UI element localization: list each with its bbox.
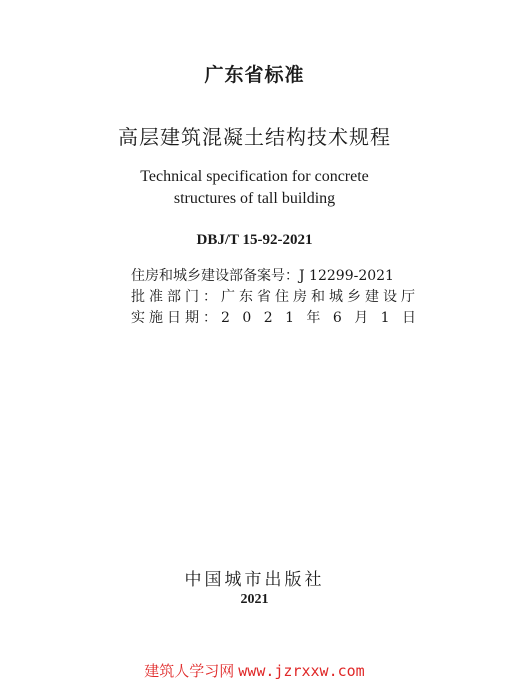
english-title-line-1: Technical specification for concrete bbox=[140, 168, 369, 185]
chinese-title: 高层建筑混凝土结构技术规程 bbox=[118, 125, 391, 149]
approval-department-line: 批准部门：广东省住房和城乡建设厅 bbox=[131, 289, 419, 305]
watermark-site-url: www.jzrxxw.com bbox=[238, 662, 365, 680]
standard-metadata bbox=[131, 266, 420, 329]
standard-code: DBJ/T 15-92-2021 bbox=[196, 232, 313, 248]
watermark-site-name: 建筑人学习网 bbox=[144, 662, 235, 680]
standard-type-heading: 广东省标准 bbox=[204, 64, 305, 86]
website-watermark bbox=[0, 660, 509, 681]
english-title-line-2: structures of tall building bbox=[173, 190, 336, 207]
publication-year: 2021 bbox=[240, 592, 269, 607]
effective-date-line: 实施日期：2 0 2 1 年 6 月 1 日 bbox=[131, 310, 421, 326]
publisher-name: 中国城市出版社 bbox=[184, 570, 325, 590]
record-number-line: 住房和城乡建设部备案号：J 12299-2021 bbox=[131, 268, 394, 284]
